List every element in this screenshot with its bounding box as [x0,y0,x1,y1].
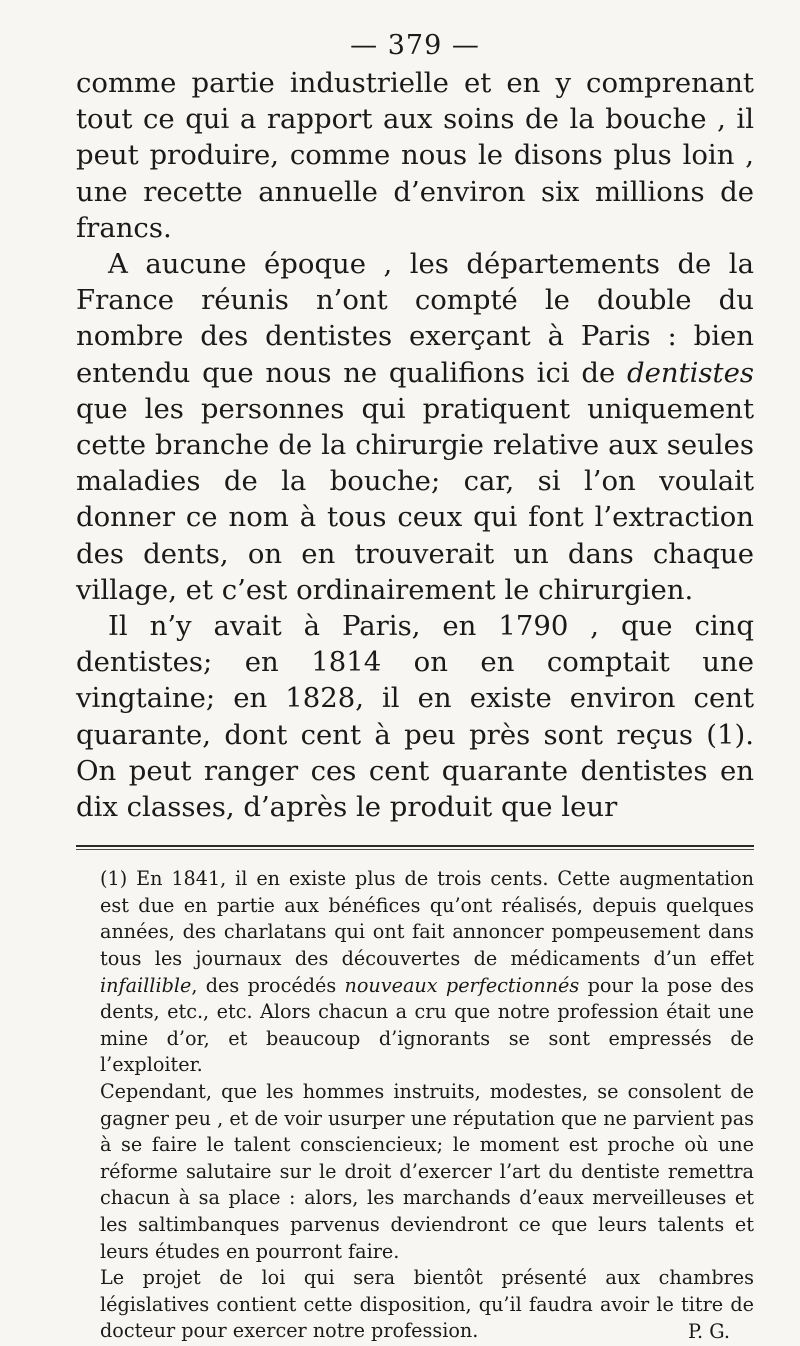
emphasis-dentistes: dentistes [627,356,754,389]
footnote-3: Le projet de loi qui sera bientôt présenté aux chambres législatives contient cette disposition, qu’il faudra avoir le titre de docteur pour exercer notre profession. [100,1266,754,1343]
emphasis-infaillible: infaillible [100,973,192,997]
paragraph-2-part-b: que les personnes qui pratiquent uniquement cette branche de la chirurgie relative aux seules maladies de la bouche; car, si l’on voulait donner ce nom à tous ceux qui font l’extraction des dents, on en trouverait un dans chaque village, et c’est ordinairement le chirurgien. [76,392,754,606]
paragraph-2-part-a: A aucune époque , les départements de la France réunis n’ont compté le double du nombre des dentistes exerçant à Paris : bien entendu que nous ne qualifions ici de [76,248,754,389]
footnote-1 [100,866,754,1079]
footnote-rule [76,845,754,847]
footnote-rule-thin [76,849,754,850]
paragraph-3: Il n’y avait à Paris, en 1790 , que cinq dentistes; en 1814 on en comptait une vingtaine; en 1828, il en existe environ cent quarante, dont cent à peu près sont reçus (1). On peut ranger ces cent quarante dentistes en dix classes, d’après le produit que leur [76,610,754,824]
main-text [76,65,754,825]
paragraph-2 [76,246,754,608]
emphasis-nouveaux: nouveaux perfectionnés [344,973,580,997]
footnote-2: Cependant, que les hommes instruits, modestes, se consolent de gagner peu , et de voir usurper une réputation que ne parvient pas à se faire le talent consciencieux; le moment est proche où une réforme salutaire sur le droit d’exercer l’art du dentiste remettra chacun à sa place : alors, les marchands d’eaux merveilleuses et les saltimbanques parvenus deviendront ce que leurs talents et leurs études en pourront faire. [100,1080,754,1263]
page-number: — 379 — [350,30,480,61]
footnote-1-part-c: pour la pose des dents, etc., etc. Alors chacun a cru que notre profession était une mine d’or, et beaucoup d’ignorants se sont empressés de l’exploiter. [100,973,754,1077]
footnote-1-part-b: , des procédés [191,973,337,997]
footnote-1-part-a: (1) En 1841, il en existe plus de trois cents. Cette augmentation est due en partie aux bénéfices qu’ont réalisés, depuis quelques années, des charlatans qui ont fait annoncer pompeusement dans tous les journaux des découvertes de médicaments d’un effet [100,867,754,971]
paragraph-1: comme partie industrielle et en y comprenant tout ce qui a rapport aux soins de la bouche , il peut produire, comme nous le disons plus loin , une recette annuelle d’environ six millions de francs. [76,67,754,244]
footnotes [76,866,754,1345]
signature: P. G. [688,1319,730,1343]
